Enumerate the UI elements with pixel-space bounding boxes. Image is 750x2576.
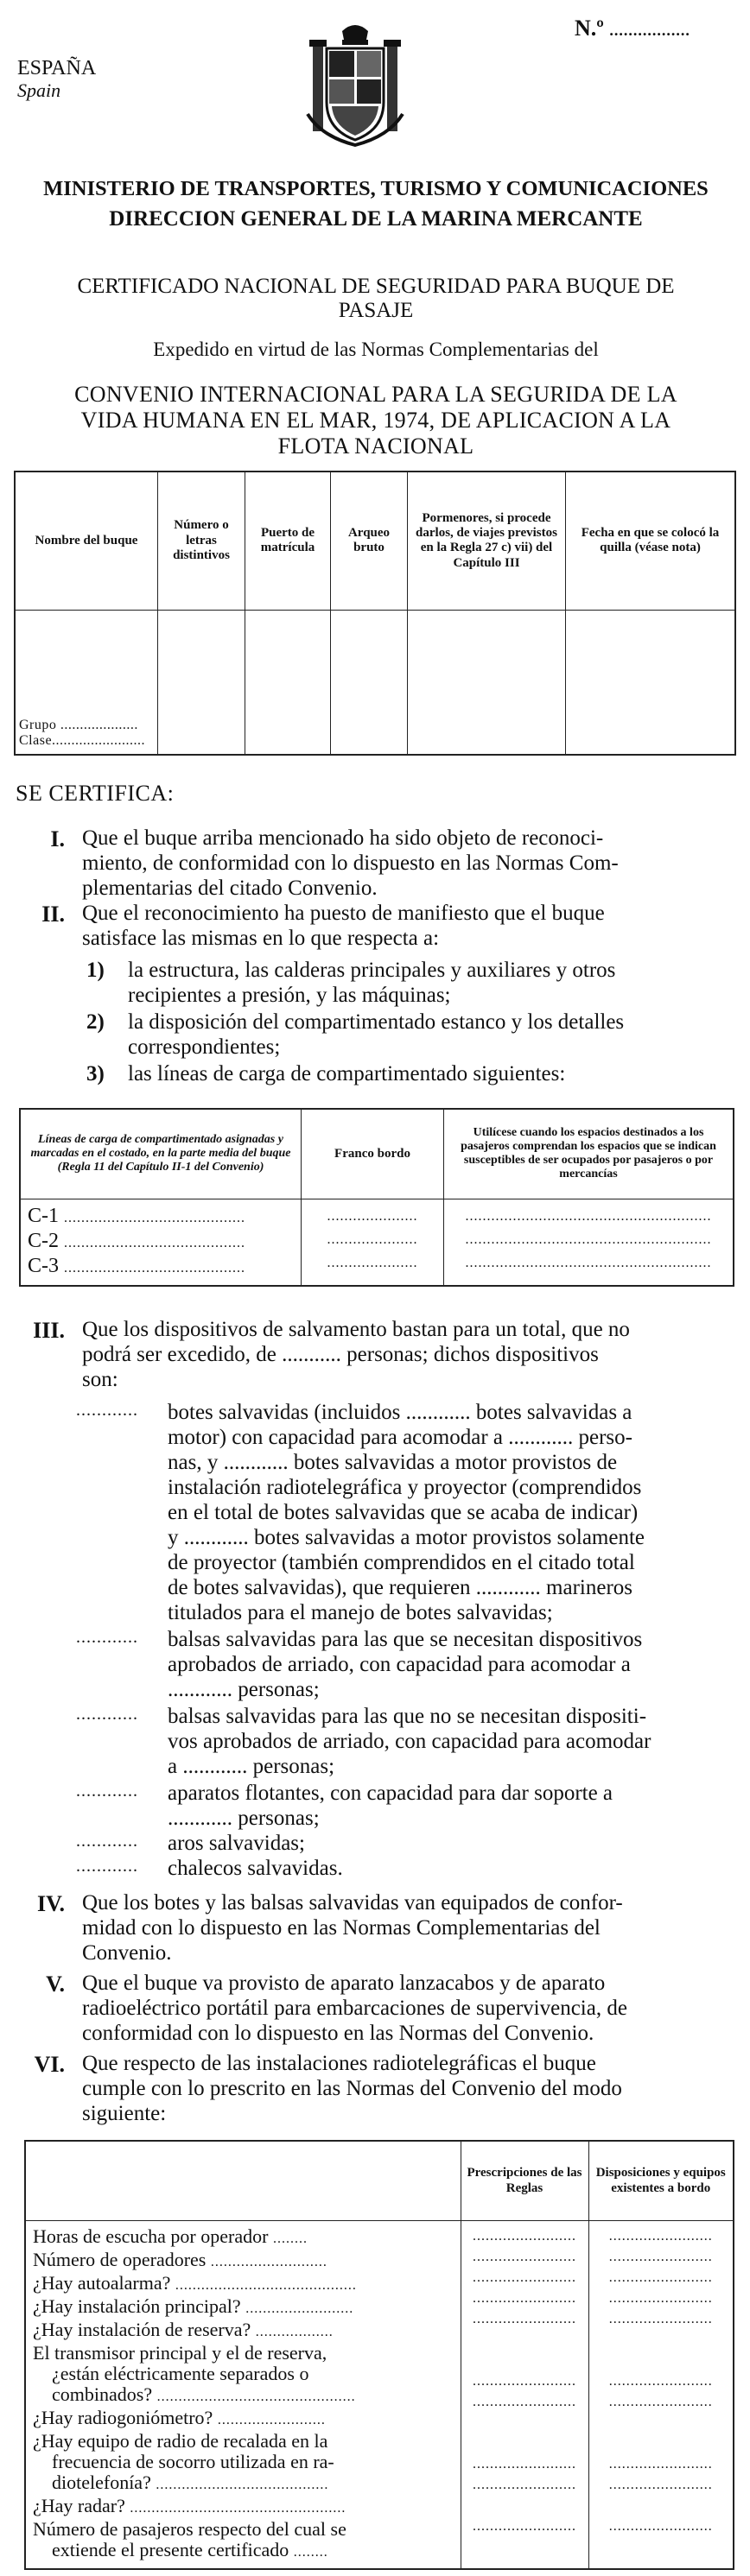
keel-date-header: Fecha en que se colocó la quilla (véase nota)	[566, 472, 736, 610]
item-1-line-1: la estructura, las calderas principales y auxiliares y otros	[128, 959, 616, 982]
section-i-line-2: miento, de conformidad con lo dispuesto en las Normas Com-	[82, 851, 619, 875]
section-vi-line-1: Que respecto de las instalaciones radiotelegráficas el buque	[82, 2052, 596, 2075]
row-c2[interactable]	[28, 1230, 294, 1255]
coat-of-arms-icon	[304, 19, 406, 149]
usage-dots-3: .........................................................	[465, 1255, 712, 1270]
ministry-line-1: MINISTERIO DE TRANSPORTES, TURISMO Y COMUNICACIONES	[43, 177, 709, 200]
usage-dots-2: .........................................................	[465, 1231, 712, 1247]
reg-passengers-dots: ........................	[473, 2518, 576, 2534]
distinctive-number-header: Número o letras distintivos	[158, 472, 245, 610]
transmitter-line-3: combinados?	[52, 2383, 153, 2405]
onb-watch-hours-dots: ........................	[608, 2228, 713, 2244]
row-operators: Número de operadores ...........................	[33, 2248, 327, 2270]
onb-operators-dots: ........................	[608, 2249, 713, 2264]
autoalarm-label: ¿Hay autoalarma?	[33, 2271, 171, 2294]
reg-transmitter-dots: ........................	[473, 2373, 576, 2389]
c1-dots: ..........................................	[64, 1210, 245, 1225]
transmitter-line-2: ¿están eléctricamente separados o	[52, 2362, 309, 2384]
lifejackets-count-dots[interactable]: ............	[76, 1857, 138, 1876]
gross-tonnage-header: Arqueo bruto	[331, 472, 408, 610]
section-i-number: I.	[50, 826, 65, 851]
liferafts-count-dots[interactable]: ............	[76, 1705, 138, 1724]
reg-main-dots: ........................	[473, 2290, 576, 2306]
ship-details-table	[14, 471, 736, 756]
reg-reserve-dots: ........................	[473, 2311, 576, 2326]
section-v-line-3: conformidad con lo dispuesto en las Normas del Convenio.	[82, 2022, 594, 2045]
number-dots: .................	[609, 22, 690, 39]
row-autoalarm: ¿Hay autoalarma? ..........................................	[33, 2271, 357, 2294]
item-2-number: 2)	[86, 1010, 105, 1034]
onb-main-dots: ........................	[608, 2290, 713, 2306]
onb-reserve-dots: ........................	[608, 2311, 713, 2326]
lifebuoys-count-dots[interactable]: ............	[76, 1832, 138, 1851]
passengers-line-1: Número de pasajeros respecto del cual se	[33, 2517, 346, 2540]
load-line-table	[19, 1108, 734, 1287]
section-iii-line-1: Que los dispositivos de salvamento bastan para un total, que no	[82, 1318, 630, 1341]
row-reserve-installation: ¿Hay instalación de reserva? ..................	[33, 2318, 334, 2340]
reg-radar-dots: ........................	[473, 2477, 576, 2492]
row-homing: diotelefonía? ........................................	[52, 2471, 329, 2493]
section-iv-line-2: midad con lo dispuesto en las Normas Complementarias del	[82, 1916, 601, 1940]
reserve-installation-label: ¿Hay instalación de reserva?	[33, 2318, 251, 2340]
usage-cell[interactable]	[444, 1199, 734, 1286]
section-iii-number: III.	[33, 1318, 65, 1343]
reg-operators-dots: ........................	[473, 2249, 576, 2264]
row-transmitter: combinados? ..............................................	[52, 2383, 356, 2405]
row-radar: ¿Hay radar? ..................................................	[33, 2494, 346, 2516]
item-1-number: 1)	[86, 959, 105, 982]
regulations-header: Prescripciones de las Reglas	[461, 2141, 588, 2220]
liferafts-davit-line-3: ............ personas;	[168, 1678, 320, 1701]
port-of-registry-cell[interactable]	[245, 610, 331, 755]
lifeboats-line-4: instalación radiotelegráfica y proyector (comprendidos	[168, 1476, 642, 1499]
usage-header: Utilícese cuando los espacios destinados a los pasajeros comprendan los espacios que se indican susceptibles de ser ocupados por pasajeros o por mercancías	[444, 1109, 734, 1199]
clase-label: Clase........................	[19, 733, 146, 748]
freeboard-dots-2: .....................	[327, 1231, 418, 1247]
lifebuoys-line: aros salvavidas;	[168, 1832, 305, 1855]
lifeboats-line-5: en el total de botes salvavidas que se acaba de indicar)	[168, 1501, 639, 1524]
distinctive-number-cell[interactable]	[158, 610, 245, 755]
section-vi-line-2: cumple con lo prescrito en las Normas del Convenio del modo	[82, 2077, 622, 2100]
homing-line-2: frecuencia de socorro utilizada en ra-	[52, 2450, 334, 2472]
radio-questions-cell	[25, 2220, 461, 2569]
homing-line-1: ¿Hay equipo de radio de recalada en la	[33, 2429, 328, 2452]
reg-autoalarm-dots: ........................	[473, 2269, 576, 2285]
homing-line-3: diotelefonía?	[52, 2471, 151, 2493]
onb-radar-dots: ........................	[608, 2477, 713, 2492]
liferafts-davit-line-2: aprobados de arriado, con capacidad para acomodar a	[168, 1653, 631, 1676]
convention-line-1: CONVENIO INTERNACIONAL PARA LA SEGURIDA DE LA	[74, 382, 677, 407]
issued-line: Expedido en virtud de las Normas Complementarias del	[153, 339, 599, 360]
ministry-line-2: DIRECCION GENERAL DE LA MARINA MERCANTE	[109, 207, 643, 231]
port-of-registry-header: Puerto de matrícula	[245, 472, 331, 610]
number-label: N.º	[575, 16, 604, 41]
onb-autoalarm-dots: ........................	[608, 2269, 713, 2285]
lifeboats-line-8: de botes salvavidas), que requieren ............ marineros	[168, 1576, 633, 1599]
section-iv-line-3: Convenio.	[82, 1941, 172, 1965]
freeboard-cell[interactable]	[302, 1199, 444, 1286]
onb-passengers-dots: ........................	[608, 2518, 713, 2534]
direction-finder-label: ¿Hay radiogoniómetro?	[33, 2406, 213, 2428]
onb-transmitter-dots: ........................	[608, 2373, 713, 2389]
c1-label: C-1	[28, 1204, 59, 1227]
reg-homing-dots: ........................	[473, 2456, 576, 2472]
convention-line-3: FLOTA NACIONAL	[277, 434, 474, 459]
ship-name-header: Nombre del buque	[15, 472, 158, 610]
se-certifica-heading: SE CERTIFICA:	[16, 781, 175, 806]
onboard-header: Disposiciones y equipos existentes a bordo	[588, 2141, 734, 2220]
title-line-1: CERTIFICADO NACIONAL DE SEGURIDAD PARA BUQUE DE	[77, 275, 675, 298]
liferafts-line-2: vos aprobados de arriado, con capacidad para acomodar	[168, 1730, 651, 1753]
voyage-details-header: Pormenores, si procede darlos, de viajes previstos en la Regla 27 c) vii) del Capítulo III	[408, 472, 566, 610]
convention-line-2: VIDA HUMANA EN EL MAR, 1974, DE APLICACION A LA	[80, 408, 671, 433]
passengers-line-2: extiende el presente certificado	[52, 2538, 289, 2560]
main-installation-label: ¿Hay instalación principal?	[33, 2294, 241, 2317]
usage-dots-1: .........................................................	[465, 1208, 712, 1224]
grupo-label: Grupo ....................	[19, 718, 138, 732]
c2-label: C-2	[28, 1229, 59, 1252]
section-i-line-1: Que el buque arriba mencionado ha sido objeto de reconoci-	[82, 826, 604, 850]
row-passengers: extiende el presente certificado ........	[52, 2538, 328, 2560]
c2-dots: ..........................................	[64, 1235, 245, 1250]
gross-tonnage-cell[interactable]	[331, 610, 408, 755]
watch-hours-label: Horas de escucha por operador	[33, 2225, 269, 2247]
section-vi-number: VI.	[34, 2052, 65, 2077]
section-ii-line-1: Que el reconocimiento ha puesto de manifiesto que el buque	[82, 902, 605, 925]
section-vi-line-3: siguiente:	[82, 2102, 167, 2125]
lifeboats-count-dots[interactable]: ............	[76, 1401, 138, 1420]
freeboard-header: Franco bordo	[302, 1109, 444, 1199]
liferafts-davit-line-1: balsas salvavidas para las que se necesitan dispositivos	[168, 1628, 643, 1651]
radio-blank-header	[25, 2141, 461, 2220]
lifeboats-line-6: y ............ botes salvavidas a motor provistos solamente	[168, 1526, 645, 1549]
section-ii-line-2: satisface las mismas en lo que respecta a:	[82, 927, 440, 950]
lifeboats-line-2: motor) con capacidad para acomodar a ............ perso-	[168, 1426, 632, 1449]
row-c3[interactable]	[28, 1255, 294, 1280]
section-iii-line-3: son:	[82, 1368, 118, 1391]
liferafts-line-1: balsas salvavidas para las que no se necesitan dispositi-	[168, 1705, 647, 1728]
onboard-column[interactable]	[588, 2220, 734, 2569]
item-2-line-2: correspondientes;	[128, 1035, 281, 1059]
section-iv-line-1: Que los botes y las balsas salvavidas van equipados de confor-	[82, 1891, 623, 1915]
row-c1[interactable]	[28, 1205, 294, 1230]
item-3-line-1: las líneas de carga de compartimentado siguientes:	[128, 1062, 566, 1085]
section-iii-line-2: podrá ser excedido, de ........... personas; dichos dispositivos	[82, 1343, 599, 1366]
onb-direction-finder-dots: ........................	[608, 2394, 713, 2409]
lifeboats-line-3: nas, y ............ botes salvavidas a motor provistos de	[168, 1451, 618, 1474]
freeboard-dots-3: .....................	[327, 1255, 418, 1270]
lifejackets-line: chalecos salvavidas.	[168, 1857, 343, 1880]
liferafts-davit-count-dots[interactable]: ............	[76, 1628, 138, 1647]
onb-homing-dots: ........................	[608, 2456, 713, 2472]
keel-date-cell[interactable]	[566, 610, 736, 755]
operators-label: Número de operadores	[33, 2248, 207, 2270]
radio-installations-table	[24, 2140, 734, 2570]
section-iv-number: IV.	[36, 1891, 65, 1916]
title-line-2: PASAJE	[338, 299, 414, 322]
lifeboats-line-9: titulados para el manejo de botes salvavidas;	[168, 1601, 553, 1624]
section-v-line-1: Que el buque va provisto de aparato lanzacabos y de aparato	[82, 1972, 606, 1995]
section-ii-number: II.	[41, 902, 65, 927]
certificate-number-label	[575, 16, 690, 41]
transmitter-line-1: El transmisor principal y el de reserva,	[33, 2341, 327, 2364]
c3-label: C-3	[28, 1254, 59, 1277]
item-3-number: 3)	[86, 1062, 105, 1085]
reg-direction-finder-dots: ........................	[473, 2394, 576, 2409]
radar-label: ¿Hay radar?	[33, 2494, 125, 2516]
lifeboats-line-1: botes salvavidas (incluidos ............ botes salvavidas a	[168, 1401, 632, 1424]
reg-watch-hours-dots: ........................	[473, 2228, 576, 2244]
lifeboats-line-7: de proyector (también comprendidos en el citado total	[168, 1551, 635, 1574]
regulations-column[interactable]	[461, 2220, 588, 2569]
row-watch-hours: Horas de escucha por operador ........	[33, 2225, 308, 2247]
liferafts-line-3: a ............ personas;	[168, 1755, 335, 1778]
row-direction-finder: ¿Hay radiogoniómetro? .........................	[33, 2406, 326, 2428]
voyage-details-cell[interactable]	[408, 610, 566, 755]
section-v-line-2: radioeléctrico portátil para embarcaciones de supervivencia, de	[82, 1997, 627, 2020]
item-1-line-2: recipientes a presión, y las máquinas;	[128, 984, 451, 1007]
freeboard-dots-1: .....................	[327, 1208, 418, 1224]
load-line-rows-cell	[20, 1199, 302, 1286]
buoyant-apparatus-line-1: aparatos flotantes, con capacidad para dar soporte a	[168, 1782, 613, 1805]
c3-dots: ..........................................	[64, 1260, 245, 1275]
item-2-line-1: la disposición del compartimentado estanco y los detalles	[128, 1010, 625, 1034]
section-v-number: V.	[46, 1972, 65, 1997]
buoyant-apparatus-line-2: ............ personas;	[168, 1807, 320, 1830]
row-main-installation: ¿Hay instalación principal? .........................	[33, 2294, 354, 2317]
country-label-en: Spain	[17, 79, 61, 101]
country-label: ESPAÑA	[17, 57, 97, 79]
buoyant-apparatus-count-dots[interactable]: ............	[76, 1782, 138, 1801]
section-i-line-3: plementarias del citado Convenio.	[82, 877, 378, 900]
load-line-header: Líneas de carga de compartimentado asignadas y marcadas en el costado, en la parte media del buque (Regla 11 del Capítulo II-1 del Convenio)	[20, 1109, 302, 1199]
ship-name-cell[interactable]	[15, 610, 158, 755]
